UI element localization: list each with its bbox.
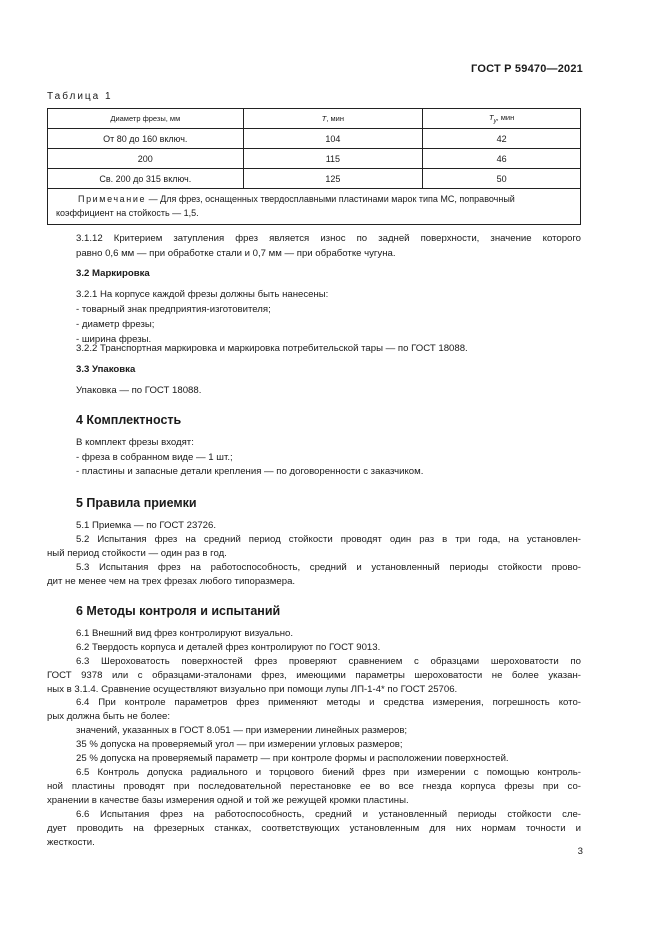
Ty-symbol: T [488,112,494,122]
s3-2-line3: - диаметр фрезы; [76,319,155,330]
table-row [48,129,581,149]
section-6-heading: 6 Методы контроля и испытаний [76,604,281,618]
cell-T: 104 [243,129,423,149]
s5-line1: 5.1 Приемка — по ГОСТ 23726. [76,520,216,531]
table-row [48,149,581,169]
s4-line2: - фреза в собранном виде — 1 шт.; [76,452,233,463]
Ty-subscript: у [493,118,497,125]
s3-2-line5: 3.2.2 Транспортная маркировка и маркировка потребительской тары — по ГОСТ 18088. [76,343,468,354]
s5-line3: ный период стойкости — один раз в год. [47,548,227,559]
T-unit: , мин [326,114,345,123]
cell-T: 115 [243,149,423,169]
s3-2-line2: - товарный знак предприятия-изготовителя; [76,304,271,315]
s6-line7: рых должна быть не более: [47,711,171,722]
table-1 [47,108,581,225]
cell-T: 125 [243,169,423,189]
table-caption: Таблица 1 [47,91,113,102]
s3-2-line4: - ширина фрезы. [76,334,152,345]
s4-line1: В комплект фрезы входят: [76,437,194,448]
T-symbol: T [321,114,327,123]
s3-1-12-line2: равно 0,6 мм — при обработке стали и 0,7 мм — при обработке чугуна. [76,248,396,259]
s6-line1: 6.1 Внешний вид фрез контролируют визуально. [76,628,294,639]
cell-diameter: От 80 до 160 включ. [48,129,244,149]
section-3-3-heading: 3.3 Упаковка [76,364,136,375]
s6-line8: значений, указанных в ГОСТ 8.051 — при измерении линейных размеров; [76,725,408,736]
s3-3-line1: Упаковка — по ГОСТ 18088. [76,385,202,396]
s5-line5: дит не менее чем на трех фрезах любого типоразмера. [47,576,296,587]
s6-line13: хранении в качестве базы измерения одной и той же режущей кромки пластины. [47,795,409,806]
table-note [48,189,581,225]
s6-line10: 25 % допуска на проверяемый параметр — при контроле формы и расположении поверхностей. [76,753,509,764]
section-5-heading: 5 Правила приемки [76,496,197,510]
s6-line16: жесткости. [47,837,95,848]
s6-line3: 6.3 Шероховатость поверхностей фрез проверяют сравнением с образцами шероховатости по [76,656,581,667]
s4-line3: - пластины и запасные детали крепления — по договоренности с заказчиком. [76,466,424,477]
s3-1-12-line1: 3.1.12 Критерием затупления фрез является износ по задней поверхности, значение которого [76,233,581,244]
page-number: 3 [577,846,583,857]
section-3-2-heading: 3.2 Маркировка [76,268,150,279]
table-row [48,169,581,189]
s5-line2: 5.2 Испытания фрез на средний период стойкости проводят один раз в три года, на установлен- [76,534,581,545]
s5-line4: 5.3 Испытания фрез на работоспособность, средний и установленный периоды стойкости прово- [76,562,581,573]
s6-line11: 6.5 Контроль допуска радиального и торцового биений фрез при измерении с помощью контроль- [76,767,581,778]
s6-line4: ГОСТ 9378 или с образцами-эталонами фрез, имеющими параметры шероховатости не более указан- [47,670,581,681]
s6-line12: ной пластины проводят при последовательной перестановке ее во все гнезда корпуса фрезы при со- [47,781,581,792]
cell-Ty: 50 [423,169,581,189]
table-note-row [48,189,581,225]
s6-line5: ных в 3.1.4. Сравнение осуществляют визуально при помощи лупы ЛП-1-4* по ГОСТ 25706. [47,684,458,695]
s6-line2: 6.2 Твердость корпуса и деталей фрез контролируют по ГОСТ 9013. [76,642,381,653]
table-header-row [48,109,581,129]
s3-2-line1: 3.2.1 На корпусе каждой фрезы должны быть нанесены: [76,289,329,300]
cell-Ty: 42 [423,129,581,149]
s6-line15: дует проводить на фрезерных станках, соответствующих установленным для них нормам точности и [47,823,581,834]
header-T [243,109,423,129]
cell-Ty: 46 [423,149,581,169]
Ty-unit: , мин [496,112,515,122]
document-code: ГОСТ Р 59470—2021 [471,63,583,75]
cell-diameter: Св. 200 до 315 включ. [48,169,244,189]
s6-line9: 35 % допуска на проверяемый угол — при измерении угловых размеров; [76,739,403,750]
cell-diameter: 200 [48,149,244,169]
s6-line14: 6.6 Испытания фрез на работоспособность, средний и установленный периоды стойкости сле- [76,809,581,820]
header-Ty [423,109,581,129]
note-text-1: — Для фрез, оснащенных твердосплавными пластинами марок типа МС, поправочный [146,194,515,204]
section-4-heading: 4 Комплектность [76,413,182,427]
header-diameter: Диаметр фрезы, мм [48,109,244,129]
s6-line6: 6.4 При контроле параметров фрез применяют методы и средства измерения, погрешность кото- [76,697,581,708]
note-label: Примечание [78,194,147,204]
note-text-2: коэффициент на стойкость — 1,5. [56,208,199,218]
